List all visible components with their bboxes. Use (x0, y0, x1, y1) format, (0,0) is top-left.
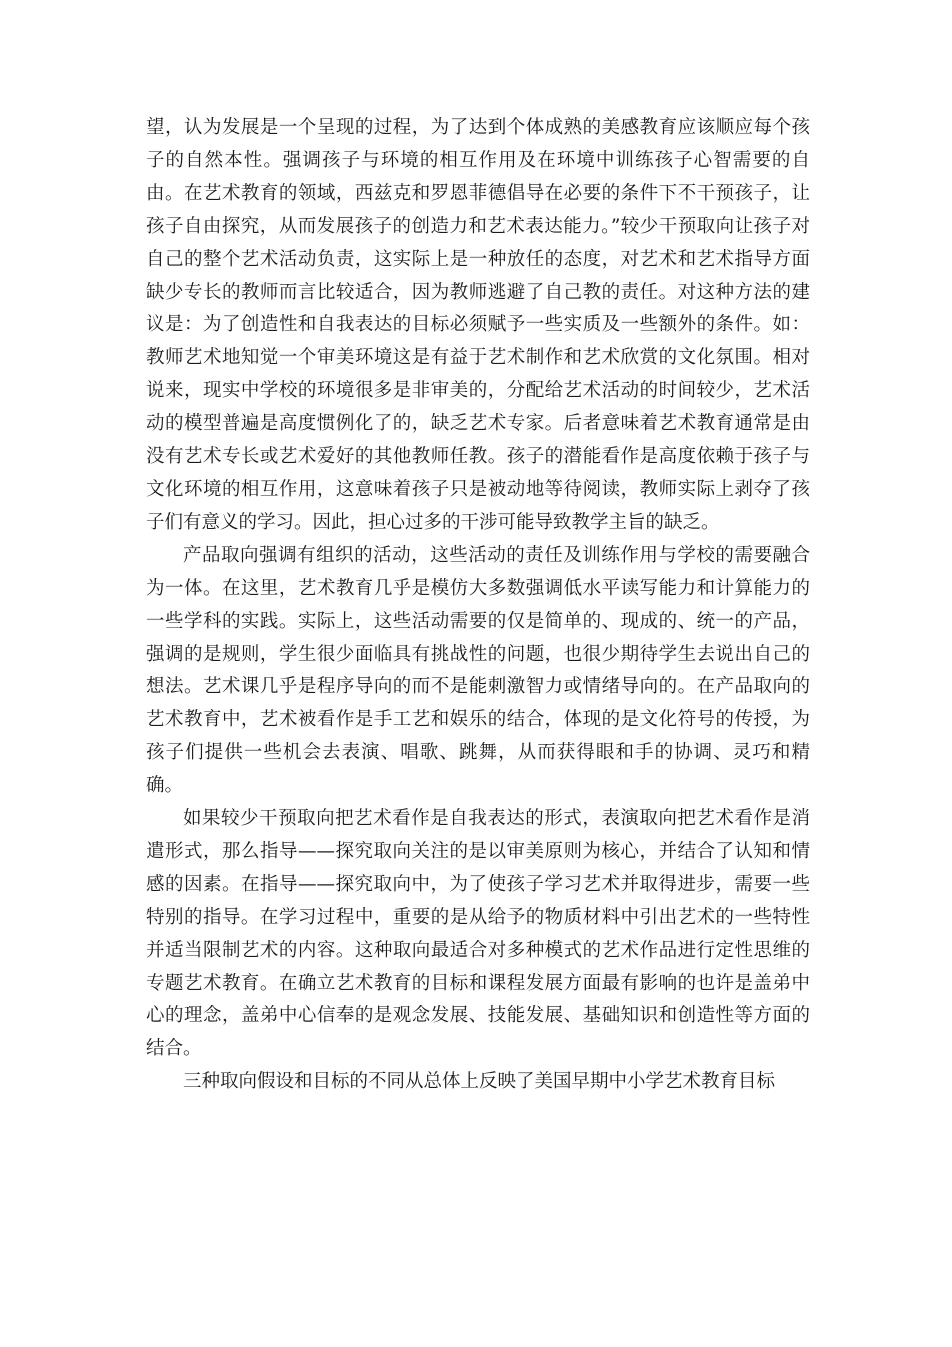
paragraph-2: 产品取向强调有组织的活动，这些活动的责任及训练作用与学校的需要融合为一体。在这里，艺术教育几乎是模仿大多数强调低水平读写能力和计算能力的一些学科的实践。实际上，这些活动需要的仅是简单的、现成的、统一的产品，强调的是规则，学生很少面临具有挑战性的问题，也很少期待学生去说出自己的想法。艺术课几乎是程序导向的而不是能刺激智力或情绪导向的。在产品取向的艺术教育中，艺术被看作是手工艺和娱乐的结合，体现的是文化符号的传授，为孩子们提供一些机会去表演、唱歌、跳舞，从而获得眼和手的协调、灵巧和精确。 (146, 544, 810, 797)
body-text (146, 112, 810, 1099)
paragraph-4: 三种取向假设和目标的不同从总体上反映了美国早期中小学艺术教育目标 (183, 1071, 776, 1093)
paragraph-1: 望，认为发展是一个呈现的过程，为了达到个体成熟的美感教育应该顺应每个孩子的自然本性。强调孩子与环境的相互作用及在环境中训练孩子心智需要的自由。在艺术教育的领域，西兹克和罗恩菲德倡导在必要的条件下不干预孩子，让孩子自由探究，从而发展孩子的创造力和艺术表达能力。”较少干预取向让孩子对自己的整个艺术活动负责，这实际上是一种放任的态度，对艺术和艺术指导方面缺少专长的教师而言比较适合，因为教师逃避了自己教的责任。对这种方法的建议是：为了创造性和自我表达的目标必须赋予一些实质及一些额外的条件。如：教师艺术地知觉一个审美环境这是有益于艺术制作和艺术欣赏的文化氛围。相对说来，现实中学校的环境很多是非审美的，分配给艺术活动的时间较少，艺术活动的模型普遍是高度惯例化了的，缺乏艺术专家。后者意味着艺术教育通常是由没有艺术专长或艺术爱好的其他教师任教。孩子的潜能看作是高度依赖于孩子与文化环境的相互作用，这意味着孩子只是被动地等待阅读，教师实际上剥夺了孩子们有意义的学习。因此，担心过多的干涉可能导致教学主旨的缺乏。 (146, 117, 810, 533)
paragraph-3: 如果较少干预取向把艺术看作是自我表达的形式，表演取向把艺术看作是消遣形式，那么指导——探究取向关注的是以审美原则为核心，并结合了认知和情感的因素。在指导——探究取向中，为了使孩子学习艺术并取得进步，需要一些特别的指导。在学习过程中，重要的是从给予的物质材料中引出艺术的一些特性并适当限制艺术的内容。这种取向最适合对多种模式的艺术作品进行定性思维的专题艺术教育。在确立艺术教育的目标和课程发展方面最有影响的也许是盖弟中心的理念，盖弟中心信奉的是观念发展、技能发展、基础知识和创造性等方面的结合。 (146, 808, 810, 1060)
